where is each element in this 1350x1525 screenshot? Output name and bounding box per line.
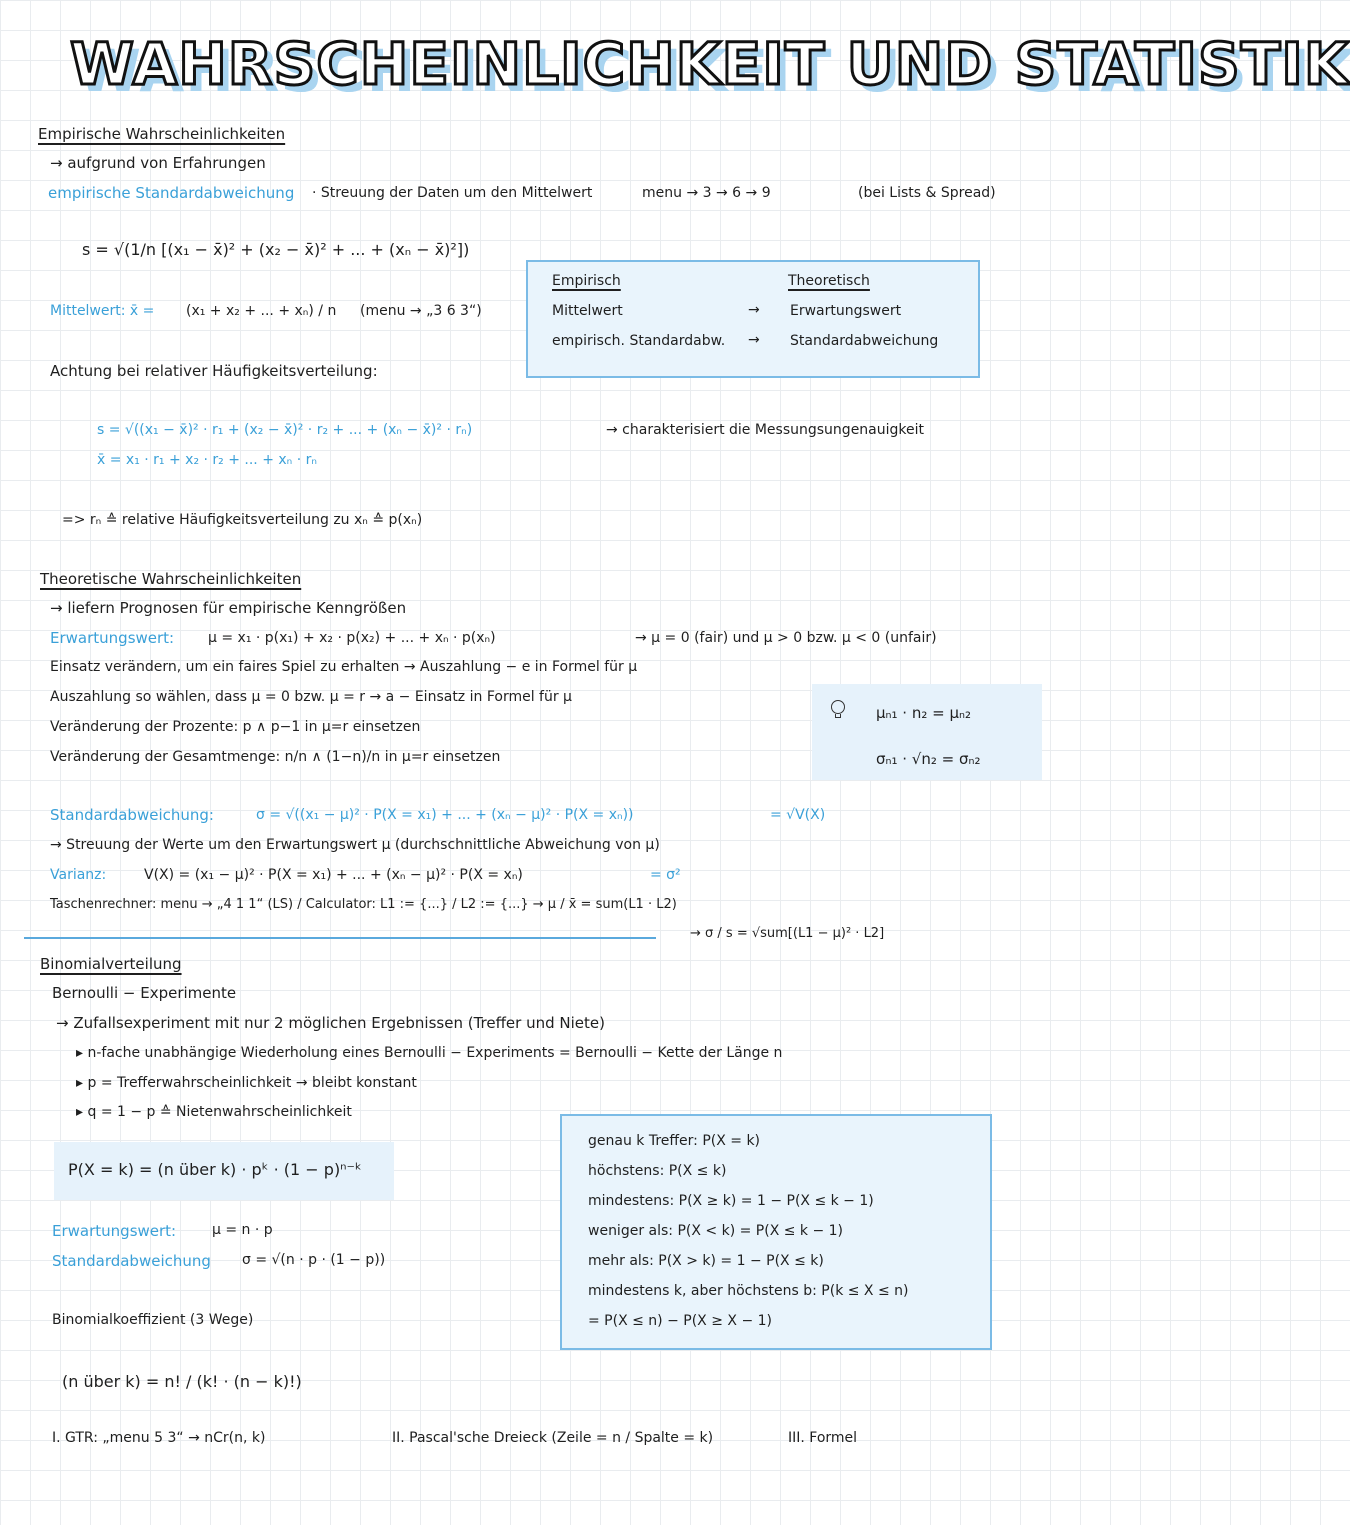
binomial-sd-label: Standardabweichung: [52, 1252, 211, 1270]
case-more-than: mehr als: P(X > k) = 1 − P(X ≤ k): [588, 1253, 824, 1269]
binomial-bullet-2: ▸ p = Trefferwahrscheinlichkeit → bleibt konstant: [76, 1075, 417, 1091]
compare-row1-theoretical: Erwartungswert: [790, 303, 902, 319]
relative-frequency-title: Achtung bei relativer Häufigkeitsverteilung:: [50, 362, 378, 380]
theoretical-sd-formula: σ = √((x₁ − μ)² · P(X = x₁) + ... + (xₙ − μ)² · P(X = xₙ)): [256, 807, 634, 823]
expected-value-note: → μ = 0 (fair) und μ > 0 bzw. μ < 0 (unfair): [635, 630, 937, 646]
binomial-ew-label: Erwartungswert:: [52, 1222, 177, 1240]
empirical-line-1: → aufgrund von Erfahrungen: [50, 154, 266, 172]
arrow-right-icon: →: [748, 332, 760, 348]
mean-label: Mittelwert: x̄ =: [50, 303, 155, 319]
theoretical-line-1: → liefern Prognosen für empirische Kenngrößen: [50, 599, 407, 617]
relative-note: → charakterisiert die Messungsungenauigkeit: [606, 422, 925, 438]
binomial-ew-formula: μ = n · p: [212, 1222, 273, 1238]
binomial-sd-formula: σ = √(n · p · (1 − p)): [242, 1252, 386, 1268]
compare-col-empirical: Empirisch: [552, 273, 621, 289]
theoretical-sd-label: Standardabweichung:: [50, 806, 214, 824]
theoretical-line-2: Einsatz verändern, um ein faires Spiel zu erhalten → Auszahlung − e in Formel für μ: [50, 659, 638, 675]
case-at-most: höchstens: P(X ≤ k): [588, 1163, 727, 1179]
mean-formula: (x₁ + x₂ + ... + xₙ) / n: [186, 303, 337, 319]
compare-row2-theoretical: Standardabweichung: [790, 333, 939, 349]
variance-label: Varianz:: [50, 867, 107, 883]
tip-line-2: σₙ₁ · √n₂ = σₙ₂: [876, 750, 981, 768]
variance-eq: = σ²: [650, 867, 681, 883]
expected-value-label: Erwartungswert:: [50, 629, 175, 647]
expected-value-formula: μ = x₁ · p(x₁) + x₂ · p(x₂) + ... + xₙ · p(xₙ): [208, 630, 496, 646]
relative-mean-formula: x̄ = x₁ · r₁ + x₂ · r₂ + ... + xₙ · rₙ: [97, 452, 317, 468]
section-heading-binomial: Binomialverteilung: [40, 955, 182, 973]
calculator-line-1: Taschenrechner: menu → „4 1 1“ (LS) / Calculator: L1 := {...} / L2 := {...} → μ / x̄ = sum(L1 · L2): [50, 897, 677, 912]
page-title: WAHRSCHEINLICHKEIT UND STATISTIK: [70, 30, 1350, 98]
section-divider: [24, 937, 656, 939]
theoretical-line-5: Veränderung der Gesamtmenge: n/n ∧ (1−n)/n in μ=r einsetzen: [50, 749, 501, 765]
compare-col-theoretical: Theoretisch: [788, 273, 870, 289]
relative-s-formula: s = √((x₁ − x̄)² · r₁ + (x₂ − x̄)² · r₂ + ... + (xₙ − x̄)² · rₙ): [97, 422, 473, 438]
tip-line-1: μₙ₁ · n₂ = μₙ₂: [876, 704, 971, 722]
binomial-pmf-formula: P(X = k) = (n über k) · pᵏ · (1 − p)ⁿ⁻ᵏ: [68, 1160, 362, 1179]
case-at-least: mindestens: P(X ≥ k) = 1 − P(X ≤ k − 1): [588, 1193, 874, 1209]
binomial-coefficient-title: Binomialkoeffizient (3 Wege): [52, 1312, 254, 1328]
case-between-formula: = P(X ≤ n) − P(X ≥ X − 1): [588, 1313, 772, 1329]
binomial-coefficient-formula: (n über k) = n! / (k! · (n − k)!): [62, 1372, 302, 1391]
compare-row2-empirical: empirisch. Standardabw.: [552, 333, 726, 349]
case-less-than: weniger als: P(X < k) = P(X ≤ k − 1): [588, 1223, 844, 1239]
empirical-menu-note: (bei Lists & Spread): [858, 185, 996, 201]
binomial-bullet-3: ▸ q = 1 − p ≙ Nietenwahrscheinlichkeit: [76, 1104, 352, 1120]
empirical-sd-desc: · Streuung der Daten um den Mittelwert: [312, 185, 593, 201]
empirical-sd-label: empirische Standardabweichung: [48, 184, 295, 202]
calculator-line-2: → σ / s = √sum[(L1 − μ)² · L2]: [690, 926, 885, 941]
theoretical-line-3: Auszahlung so wählen, dass μ = 0 bzw. μ = r → a − Einsatz in Formel für μ: [50, 689, 572, 705]
case-between: mindestens k, aber höchstens b: P(k ≤ X ≤ n): [588, 1283, 909, 1299]
way-2: II. Pascal'sche Dreieck (Zeile = n / Spalte = k): [392, 1430, 714, 1446]
case-exactly: genau k Treffer: P(X = k): [588, 1133, 761, 1149]
way-3: III. Formel: [788, 1430, 858, 1446]
lightbulb-icon: [830, 700, 846, 724]
bernoulli-subheading: Bernoulli − Experimente: [52, 984, 237, 1002]
section-heading-empirical: Empirische Wahrscheinlichkeiten: [38, 125, 286, 143]
relative-definition: => rₙ ≙ relative Häufigkeitsverteilung zu xₙ ≙ p(xₙ): [62, 512, 423, 528]
theoretical-sd-desc: → Streuung der Werte um den Erwartungswert μ (durchschnittliche Abweichung von μ): [50, 837, 660, 853]
binomial-line-1: → Zufallsexperiment mit nur 2 möglichen Ergebnissen (Treffer und Niete): [56, 1014, 605, 1032]
theoretical-line-4: Veränderung der Prozente: p ∧ p−1 in μ=r einsetzen: [50, 719, 421, 735]
empirical-menu-path: menu → 3 → 6 → 9: [642, 185, 771, 201]
theoretical-sd-eq: = √V(X): [770, 807, 826, 823]
section-heading-theoretical: Theoretische Wahrscheinlichkeiten: [40, 570, 302, 588]
variance-formula: V(X) = (x₁ − μ)² · P(X = x₁) + ... + (xₙ − μ)² · P(X = xₙ): [144, 867, 523, 883]
binomial-bullet-1: ▸ n-fache unabhängige Wiederholung eines Bernoulli − Experiments = Bernoulli − Kette der Länge n: [76, 1045, 783, 1061]
way-1: I. GTR: „menu 5 3“ → nCr(n, k): [52, 1430, 266, 1446]
mean-menu: (menu → „3 6 3“): [360, 303, 482, 319]
empirical-s-formula: s = √(1/n [(x₁ − x̄)² + (x₂ − x̄)² + ... + (xₙ − x̄)²]): [82, 240, 470, 259]
compare-row1-empirical: Mittelwert: [552, 303, 623, 319]
arrow-right-icon: →: [748, 302, 760, 318]
